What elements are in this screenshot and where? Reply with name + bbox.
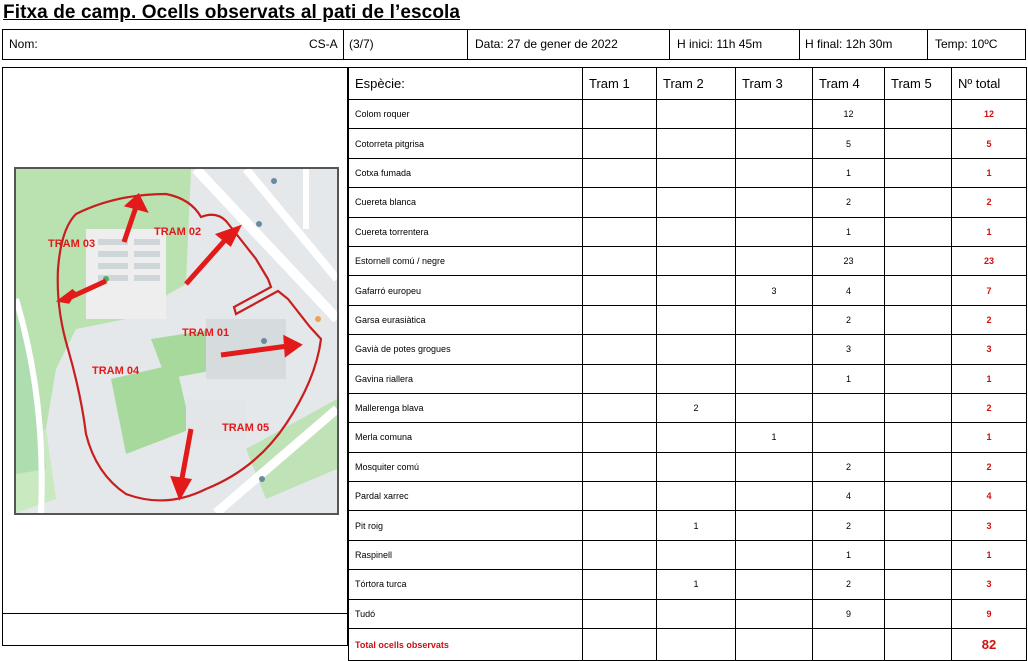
- row-total: 3: [952, 335, 1027, 364]
- count-t5: [885, 305, 952, 334]
- table-row: [349, 393, 1027, 422]
- count-t1: [583, 217, 657, 246]
- count-t1: [583, 393, 657, 422]
- footer-left-cell: [2, 613, 348, 646]
- col-header-tram-5: Tram 5: [885, 68, 952, 100]
- species-name: Cuereta blanca: [349, 188, 583, 217]
- species-name: Garsa eurasiàtica: [349, 305, 583, 334]
- count-t3: [736, 217, 813, 246]
- row-total: 5: [952, 129, 1027, 158]
- species-name: Mosquiter comú: [349, 452, 583, 481]
- count-t2: [657, 217, 736, 246]
- table-row: [349, 305, 1027, 334]
- table-row: [349, 423, 1027, 452]
- footer-empty-cell: [736, 629, 813, 661]
- species-name: Mallerenga blava: [349, 393, 583, 422]
- count-t2: [657, 423, 736, 452]
- table-row: [349, 129, 1027, 158]
- grand-total: 82: [952, 629, 1027, 661]
- species-table: [348, 67, 1027, 661]
- nom-label: Nom:: [9, 37, 38, 51]
- count-t4: 2: [813, 188, 885, 217]
- sheet-fraction: (3/7): [349, 37, 374, 51]
- species-name: Cotorreta pitgrisa: [349, 129, 583, 158]
- species-name: Pit roig: [349, 511, 583, 540]
- temperature-field: Temp: 10ºC: [935, 37, 998, 51]
- count-t1: [583, 364, 657, 393]
- start-time-field: H inici: 11h 45m: [677, 37, 763, 51]
- count-t1: [583, 599, 657, 628]
- row-total: 1: [952, 364, 1027, 393]
- species-name: Gafarró europeu: [349, 276, 583, 305]
- count-t2: [657, 482, 736, 511]
- table-row: [349, 188, 1027, 217]
- count-t4: 2: [813, 511, 885, 540]
- count-t3: [736, 100, 813, 129]
- count-t3: [736, 246, 813, 275]
- species-name: Tórtora turca: [349, 570, 583, 599]
- count-t3: 1: [736, 423, 813, 452]
- count-t5: [885, 335, 952, 364]
- row-total: 2: [952, 188, 1027, 217]
- col-header-species: Espècie:: [349, 68, 583, 100]
- count-t5: [885, 452, 952, 481]
- tram-02-label: TRAM 02: [154, 226, 202, 238]
- count-t2: [657, 158, 736, 187]
- count-t4: 23: [813, 246, 885, 275]
- count-t2: [657, 276, 736, 305]
- table-header-row: [349, 68, 1027, 100]
- row-total: 2: [952, 452, 1027, 481]
- count-t2: [657, 540, 736, 569]
- row-total: 2: [952, 393, 1027, 422]
- count-t3: 3: [736, 276, 813, 305]
- count-t3: [736, 188, 813, 217]
- table-row: [349, 335, 1027, 364]
- footer-empty-cell: [657, 629, 736, 661]
- count-t1: [583, 423, 657, 452]
- count-t3: [736, 158, 813, 187]
- route-map-svg: [16, 169, 337, 513]
- tram-01-label: TRAM 01: [182, 327, 230, 339]
- count-t4: 1: [813, 540, 885, 569]
- count-t4: 2: [813, 305, 885, 334]
- species-name: Cuereta torrentera: [349, 217, 583, 246]
- count-t2: [657, 129, 736, 158]
- table-row: [349, 599, 1027, 628]
- species-name: Pardal xarrec: [349, 482, 583, 511]
- tram-03-label: TRAM 03: [48, 238, 96, 250]
- count-t2: [657, 364, 736, 393]
- species-name: Tudó: [349, 599, 583, 628]
- count-t3: [736, 482, 813, 511]
- end-time-field: H final: 12h 30m: [805, 37, 893, 51]
- count-t1: [583, 100, 657, 129]
- table-row: [349, 482, 1027, 511]
- species-name: Estornell comú / negre: [349, 246, 583, 275]
- count-t4: 1: [813, 364, 885, 393]
- count-t3: [736, 599, 813, 628]
- count-t1: [583, 158, 657, 187]
- footer-empty-cell: [813, 629, 885, 661]
- route-map: [14, 167, 339, 515]
- table-row: [349, 246, 1027, 275]
- count-t5: [885, 423, 952, 452]
- tram-05-label: TRAM 05: [222, 422, 270, 434]
- table-row: [349, 570, 1027, 599]
- count-t2: [657, 305, 736, 334]
- count-t3: [736, 511, 813, 540]
- total-label: Total ocells observats: [349, 629, 583, 661]
- count-t5: [885, 570, 952, 599]
- species-name: Raspinell: [349, 540, 583, 569]
- count-t3: [736, 129, 813, 158]
- header-bar: [2, 29, 1026, 60]
- row-total: 4: [952, 482, 1027, 511]
- count-t2: 1: [657, 511, 736, 540]
- count-t5: [885, 511, 952, 540]
- count-t1: [583, 540, 657, 569]
- species-name: Gavià de potes grogues: [349, 335, 583, 364]
- table-row: [349, 511, 1027, 540]
- count-t3: [736, 452, 813, 481]
- table-row: [349, 100, 1027, 129]
- footer-empty-cell: [885, 629, 952, 661]
- page-title: Fitxa de camp. Ocells observats al pati de l’escola: [3, 2, 461, 23]
- count-t1: [583, 511, 657, 540]
- count-t1: [583, 482, 657, 511]
- species-name: Colom roquer: [349, 100, 583, 129]
- count-t1: [583, 452, 657, 481]
- col-header-tram-1: Tram 1: [583, 68, 657, 100]
- row-total: 23: [952, 246, 1027, 275]
- count-t1: [583, 570, 657, 599]
- table-row: [349, 276, 1027, 305]
- count-t5: [885, 158, 952, 187]
- count-t3: [736, 393, 813, 422]
- count-t3: [736, 364, 813, 393]
- count-t1: [583, 246, 657, 275]
- count-t5: [885, 188, 952, 217]
- count-t4: 5: [813, 129, 885, 158]
- row-total: 9: [952, 599, 1027, 628]
- row-total: 1: [952, 540, 1027, 569]
- count-t4: 4: [813, 482, 885, 511]
- count-t5: [885, 129, 952, 158]
- tram-04-label: TRAM 04: [92, 365, 140, 377]
- count-t5: [885, 217, 952, 246]
- table-row: [349, 158, 1027, 187]
- count-t4: 3: [813, 335, 885, 364]
- count-t2: 1: [657, 570, 736, 599]
- count-t5: [885, 393, 952, 422]
- col-header-tram-2: Tram 2: [657, 68, 736, 100]
- count-t2: [657, 452, 736, 481]
- count-t3: [736, 540, 813, 569]
- table-row: [349, 452, 1027, 481]
- count-t1: [583, 188, 657, 217]
- count-t2: [657, 335, 736, 364]
- row-total: 1: [952, 158, 1027, 187]
- count-t4: 1: [813, 217, 885, 246]
- footer-empty-cell: [583, 629, 657, 661]
- count-t4: 2: [813, 452, 885, 481]
- count-t1: [583, 276, 657, 305]
- count-t2: [657, 100, 736, 129]
- table-row: [349, 540, 1027, 569]
- row-total: 12: [952, 100, 1027, 129]
- date-field: Data: 27 de gener de 2022: [475, 37, 618, 51]
- class-code: CS-A: [309, 37, 338, 51]
- count-t3: [736, 305, 813, 334]
- row-total: 3: [952, 511, 1027, 540]
- species-name: Merla comuna: [349, 423, 583, 452]
- count-t5: [885, 100, 952, 129]
- count-t4: 2: [813, 570, 885, 599]
- count-t5: [885, 540, 952, 569]
- count-t3: [736, 570, 813, 599]
- count-t2: [657, 188, 736, 217]
- count-t3: [736, 335, 813, 364]
- count-t4: 9: [813, 599, 885, 628]
- row-total: 7: [952, 276, 1027, 305]
- count-t4: 12: [813, 100, 885, 129]
- col-header-tram-3: Tram 3: [736, 68, 813, 100]
- species-name: Gavina riallera: [349, 364, 583, 393]
- count-t4: [813, 393, 885, 422]
- count-t5: [885, 482, 952, 511]
- species-name: Cotxa fumada: [349, 158, 583, 187]
- count-t5: [885, 276, 952, 305]
- row-total: 1: [952, 423, 1027, 452]
- count-t5: [885, 246, 952, 275]
- count-t1: [583, 129, 657, 158]
- count-t1: [583, 335, 657, 364]
- table-footer-row: [349, 629, 1027, 661]
- row-total: 2: [952, 305, 1027, 334]
- col-header-tram-4: Tram 4: [813, 68, 885, 100]
- count-t4: [813, 423, 885, 452]
- row-total: 3: [952, 570, 1027, 599]
- count-t5: [885, 599, 952, 628]
- table-row: [349, 364, 1027, 393]
- count-t2: 2: [657, 393, 736, 422]
- count-t2: [657, 599, 736, 628]
- row-total: 1: [952, 217, 1027, 246]
- table-row: [349, 217, 1027, 246]
- count-t2: [657, 246, 736, 275]
- count-t4: 1: [813, 158, 885, 187]
- count-t4: 4: [813, 276, 885, 305]
- col-header-total: Nº total: [952, 68, 1027, 100]
- count-t5: [885, 364, 952, 393]
- count-t1: [583, 305, 657, 334]
